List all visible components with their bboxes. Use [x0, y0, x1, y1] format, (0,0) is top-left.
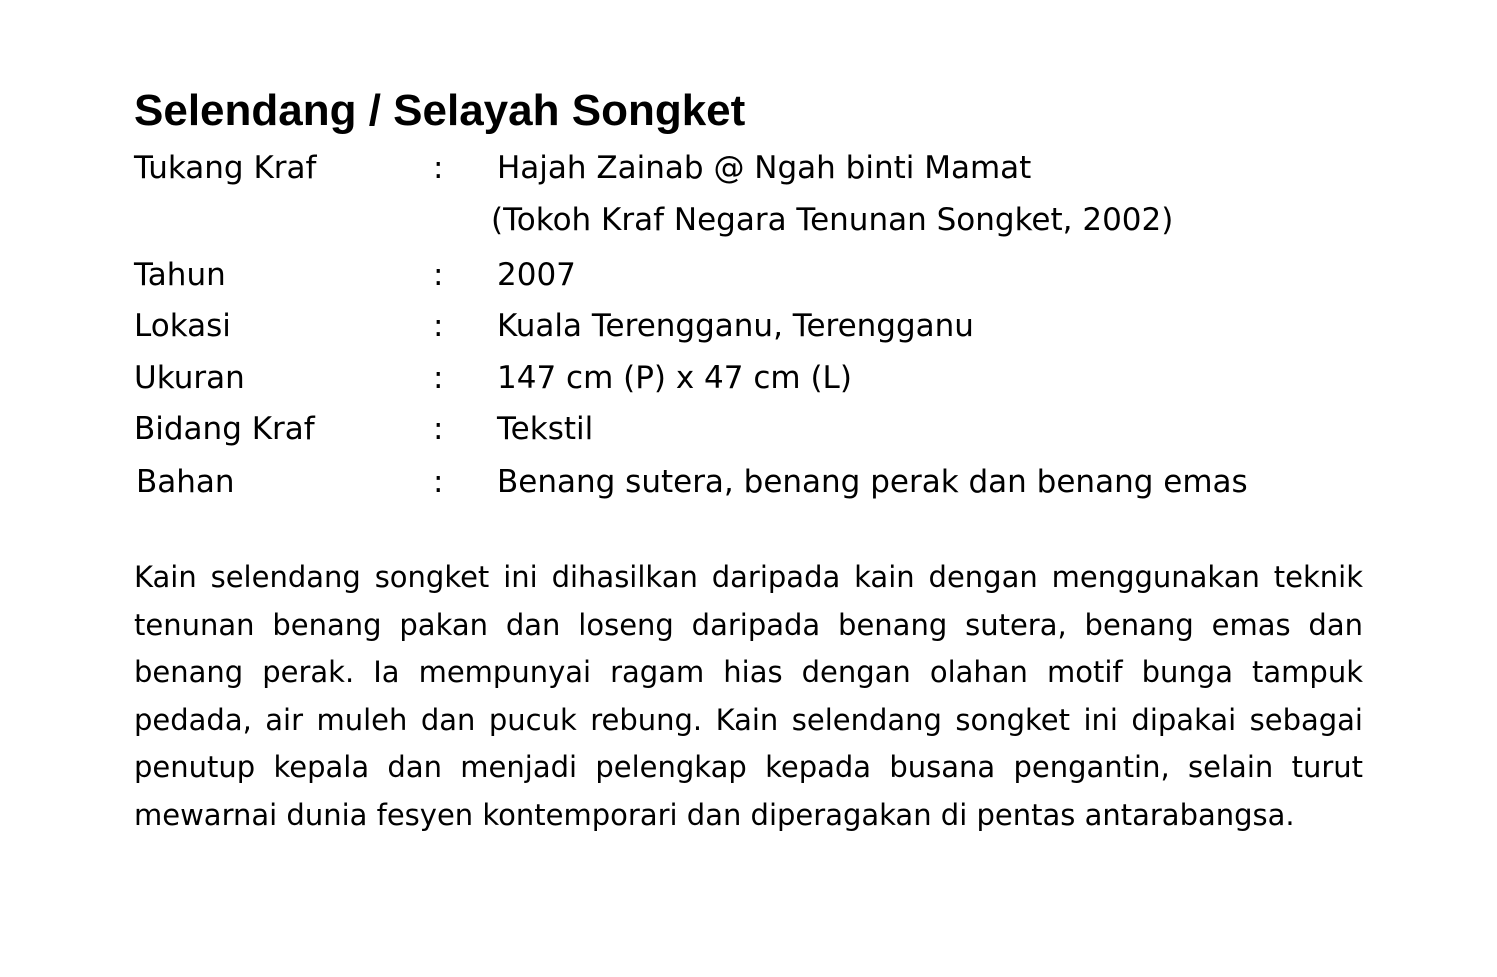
field-label: Tukang Kraf: [134, 150, 317, 186]
field-label: Lokasi: [134, 308, 231, 344]
field-row-tukang-kraf-note: [0, 198, 1497, 242]
field-colon: :: [433, 411, 444, 447]
field-row-bidang-kraf: [0, 407, 1497, 451]
field-row-bahan: [0, 460, 1497, 504]
field-value: Kuala Terengganu, Terengganu: [497, 308, 974, 344]
field-label: Ukuran: [134, 360, 245, 396]
field-row-tukang-kraf: [0, 146, 1497, 190]
field-value: 2007: [497, 257, 576, 293]
field-label: Bahan: [136, 464, 235, 500]
field-row-lokasi: [0, 304, 1497, 348]
field-label: Tahun: [134, 257, 226, 293]
field-value: Benang sutera, benang perak dan benang emas: [497, 464, 1248, 500]
page-title: Selendang / Selayah Songket: [134, 86, 746, 135]
field-value: Tekstil: [497, 411, 594, 447]
field-colon: :: [433, 464, 444, 500]
description-paragraph: Kain selendang songket ini dihasilkan daripada kain dengan menggunakan teknik tenunan benang pakan dan loseng daripada benang sutera, benang emas dan benang perak. Ia mempunyai ragam hias dengan olahan motif bunga tampuk pedada, air muleh dan pucuk rebung. Kain selendang songket ini dipakai sebagai penutup kepala dan menjadi pelengkap kepada busana pengantin, selain turut mewarnai dunia fesyen kontemporari dan diperagakan di pentas antarabangsa.: [134, 560, 1363, 832]
field-colon: :: [433, 150, 444, 186]
field-colon: :: [433, 308, 444, 344]
field-row-ukuran: [0, 356, 1497, 400]
field-colon: :: [433, 257, 444, 293]
field-value: 147 cm (P) x 47 cm (L): [497, 360, 852, 396]
field-label: Bidang Kraf: [134, 411, 315, 447]
field-row-tahun: [0, 253, 1497, 297]
field-colon: :: [433, 360, 444, 396]
field-value: Hajah Zainab @ Ngah binti Mamat: [497, 150, 1032, 186]
field-subvalue: (Tokoh Kraf Negara Tenunan Songket, 2002): [491, 202, 1174, 238]
